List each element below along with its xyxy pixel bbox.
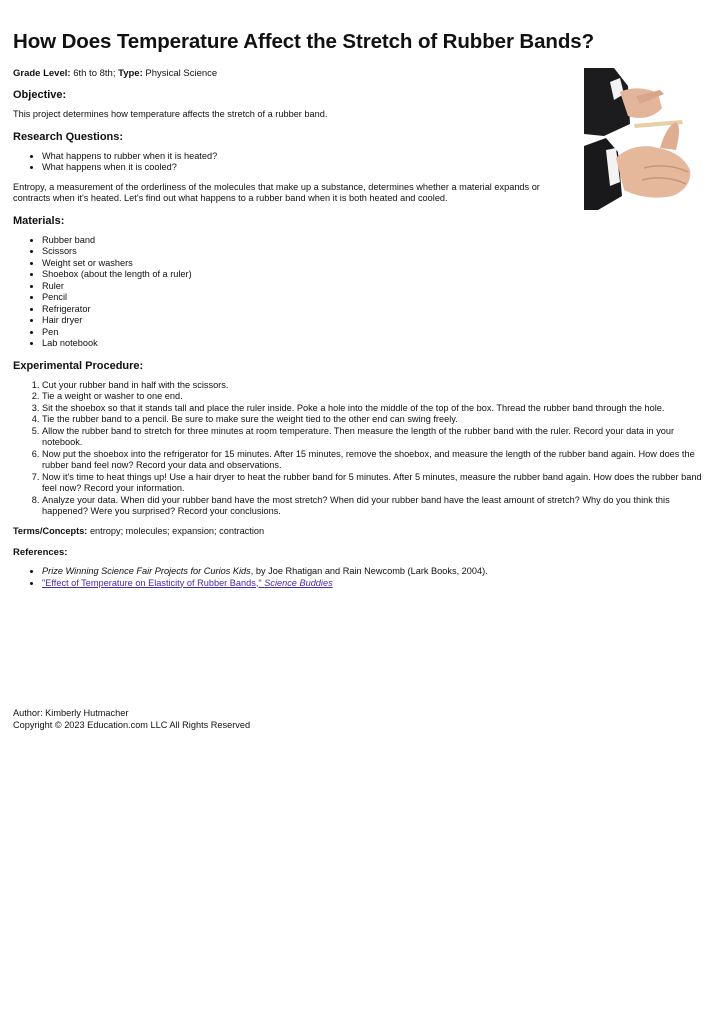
list-item: • Weight set or washers <box>42 258 706 270</box>
research-questions-heading: Research Questions: <box>13 130 124 143</box>
page-title: How Does Temperature Affect the Stretch of Rubber Bands? <box>13 30 595 53</box>
hands-stretching-rubber-band-photo <box>584 64 702 214</box>
book-details: , by Joe Rhatigan and Rain Newcomb (Lark Books, 2004). <box>250 566 488 576</box>
list-item: • Pen <box>42 327 706 339</box>
reference-book <box>42 566 706 578</box>
copyright-line: Copyright © 2023 Education.com LLC All Rights Reserved <box>13 719 251 730</box>
list-item: • Refrigerator <box>42 304 706 316</box>
procedure-step: 6. Now put the shoebox into the refrigerator for 15 minutes. After 15 minutes, remove the shoebox, and measure the length of the rubber band again. How does the rubber band feel now? Record your data and observations. <box>42 449 706 472</box>
terms-value: entropy; molecules; expansion; contraction <box>89 525 265 536</box>
book-title: Prize Winning Science Fair Projects for Curios Kids <box>42 566 251 576</box>
reference-link-item <box>42 578 706 590</box>
reference-link[interactable] <box>42 578 333 588</box>
objective-heading: Objective: <box>13 89 67 101</box>
list-item: • What happens to rubber when it is heated? <box>42 151 706 163</box>
grade-label: Grade Level: <box>13 68 71 79</box>
references-list <box>13 566 706 589</box>
intro-paragraph: Entropy, a measurement of the orderliness of the molecules that make up a substance, determines whether a material expands or contracts when it's heated. Let's find out what happens to a rubber band when it is both heated and cooled. <box>13 181 540 203</box>
procedure-step: 2. Tie a weight or washer to one end. <box>42 391 706 403</box>
list-item: • Lab notebook <box>42 338 706 350</box>
footer <box>13 708 250 731</box>
procedure-step: 7. Now it's time to heat things up! Use a hair dryer to heat the rubber band for 5 minutes. After 5 minutes, measure the rubber band again. How does the rubber band feel now? Record your information. <box>42 472 706 495</box>
list-item: • Pencil <box>42 292 706 304</box>
procedure-step: 1. Cut your rubber band in half with the scissors. <box>42 380 706 392</box>
procedure-step: 5. Allow the rubber band to stretch for three minutes at room temperature. Then measure the length of the rubber band with the ruler. Record your data in your notebook. <box>42 426 706 449</box>
terms-label: Terms/Concepts: <box>13 525 88 536</box>
procedure-heading: Experimental Procedure: <box>13 359 144 372</box>
materials-heading: Materials: <box>13 214 65 227</box>
type-value: Physical Science <box>145 68 218 79</box>
author-line: Author: Kimberly Hutmacher <box>13 708 129 718</box>
list-item: • Ruler <box>42 281 706 293</box>
list-item: • Shoebox (about the length of a ruler) <box>42 269 706 281</box>
list-item: • What happens when it is cooled? <box>42 162 706 174</box>
materials-list <box>13 235 706 350</box>
link-source: Science Buddies <box>264 577 333 588</box>
procedure-steps <box>13 380 706 518</box>
link-title: "Effect of Temperature on Elasticity of Rubber Bands," <box>42 577 262 588</box>
grade-value: 6th to 8th; <box>73 68 116 79</box>
procedure-step: 3. Sit the shoebox so that it stands tall and place the ruler inside. Poke a hole into the middle of the top of the box. Thread the rubber band through the hole. <box>42 403 706 415</box>
references-heading: References: <box>13 547 68 558</box>
terms-concepts <box>13 526 706 538</box>
procedure-step: 8. Analyze your data. When did your rubber band have the most stretch? When did your rubber band have the least amount of stretch? Why do you think this happened? Were you surprised? Record your conclusions. <box>42 495 706 518</box>
list-item: • Hair dryer <box>42 315 706 327</box>
procedure-step: 4. Tie the rubber band to a pencil. Be sure to make sure the weight tied to the other end can swing freely. <box>42 414 706 426</box>
objective-text: This project determines how temperature affects the stretch of a rubber band. <box>13 109 328 119</box>
list-item: • Scissors <box>42 246 706 258</box>
type-label: Type: <box>118 68 143 79</box>
list-item: • Rubber band <box>42 235 706 247</box>
